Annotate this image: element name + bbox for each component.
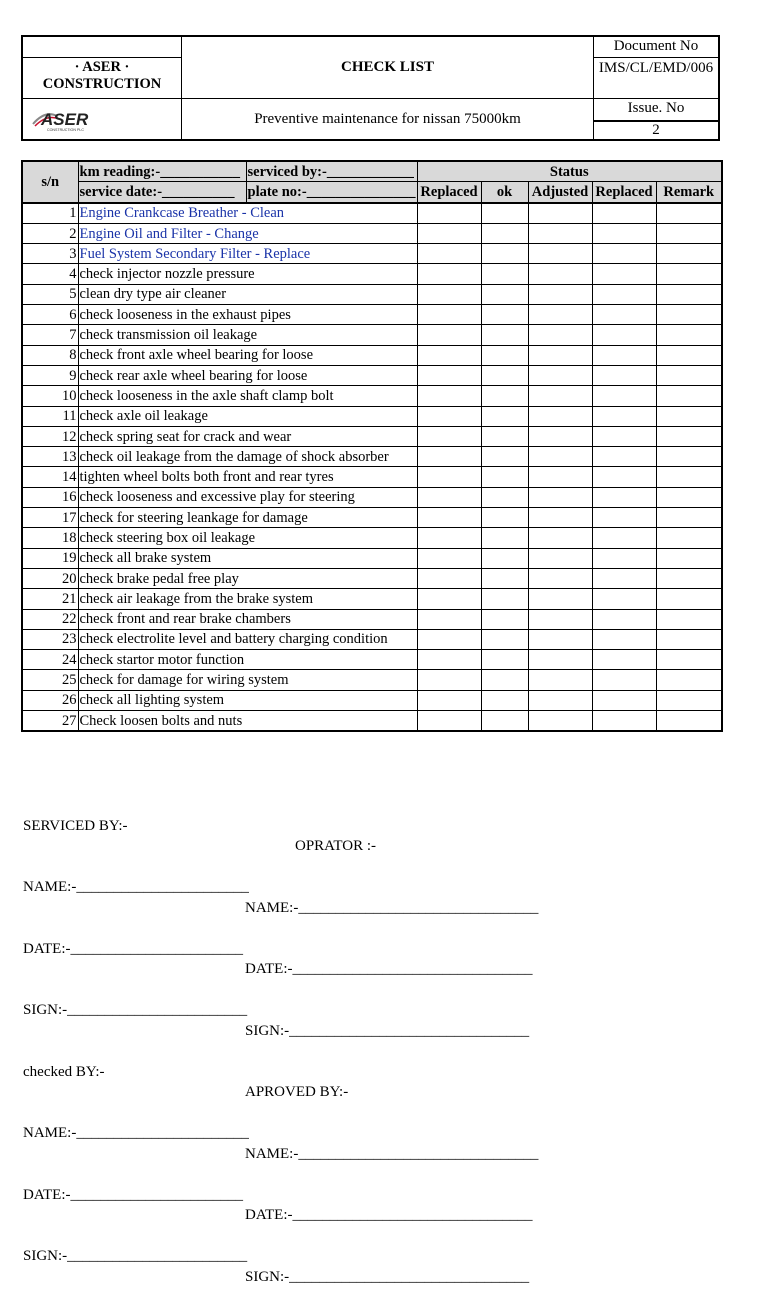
- status-remark-cell[interactable]: [656, 406, 722, 426]
- status-remark-cell[interactable]: [656, 325, 722, 345]
- status-ok-cell[interactable]: [481, 609, 528, 629]
- plate-no-field[interactable]: plate no:-_______________: [246, 182, 417, 203]
- status-replaced-cell[interactable]: [417, 325, 481, 345]
- status-replaced-cell[interactable]: [417, 406, 481, 426]
- status-remark-cell[interactable]: [656, 345, 722, 365]
- checklist-item: check looseness in the exhaust pipes: [78, 305, 417, 325]
- table-row: [22, 325, 722, 345]
- status-adjusted-cell[interactable]: [528, 386, 592, 406]
- table-row: [22, 365, 722, 385]
- table-row: [22, 305, 722, 325]
- checklist-item: check looseness in the axle shaft clamp bolt: [78, 386, 417, 406]
- status-remark-cell[interactable]: [656, 670, 722, 690]
- status-replaced-cell[interactable]: [417, 386, 481, 406]
- status-ok-cell[interactable]: [481, 487, 528, 507]
- row-number: 3: [22, 244, 78, 264]
- status-adjusted-cell[interactable]: [528, 244, 592, 264]
- checklist-item: check all brake system: [78, 548, 417, 568]
- status-adjusted-cell[interactable]: [528, 447, 592, 467]
- document-header: [21, 35, 720, 141]
- logo-text: ASER: [41, 110, 89, 129]
- row-number: 24: [22, 650, 78, 670]
- table-row: [22, 264, 722, 284]
- checklist-item: check air leakage from the brake system: [78, 589, 417, 609]
- checklist-item: check startor motor function: [78, 650, 417, 670]
- row-number: 4: [22, 264, 78, 284]
- status-adjusted-cell[interactable]: [528, 426, 592, 446]
- company-name: · ASER · CONSTRUCTION: [42, 59, 162, 92]
- status-col-replaced: Replaced: [417, 182, 481, 203]
- table-row: [22, 284, 722, 304]
- issue-no-value: 2: [652, 122, 660, 138]
- status-replaced-cell[interactable]: [417, 345, 481, 365]
- row-number: 10: [22, 386, 78, 406]
- row-number: 27: [22, 711, 78, 732]
- checklist-item: tighten wheel bolts both front and rear tyres: [78, 467, 417, 487]
- status-ok-cell[interactable]: [481, 386, 528, 406]
- status-replaced-cell[interactable]: [417, 690, 481, 710]
- operator-label: OPRATOR :-: [295, 838, 376, 854]
- status-replaced-2-cell[interactable]: [592, 650, 656, 670]
- table-row: [22, 345, 722, 365]
- date-field[interactable]: DATE:-________________________________: [245, 1207, 533, 1223]
- status-adjusted-cell[interactable]: [528, 223, 592, 243]
- sign-field[interactable]: SIGN:-________________________: [23, 1248, 248, 1264]
- status-replaced-cell[interactable]: [417, 426, 481, 446]
- status-adjusted-cell[interactable]: [528, 264, 592, 284]
- status-remark-cell[interactable]: [656, 386, 722, 406]
- row-number: 21: [22, 589, 78, 609]
- status-replaced-2-cell[interactable]: [592, 345, 656, 365]
- logo-mark-icon: [31, 106, 121, 134]
- status-adjusted-cell[interactable]: [528, 508, 592, 528]
- status-remark-cell[interactable]: [656, 467, 722, 487]
- status-remark-cell[interactable]: [656, 223, 722, 243]
- table-row: [22, 650, 722, 670]
- status-ok-cell[interactable]: [481, 244, 528, 264]
- status-remark-cell[interactable]: [656, 284, 722, 304]
- checklist-item: check axle oil leakage: [78, 406, 417, 426]
- checklist-item: check transmission oil leakage: [78, 325, 417, 345]
- status-replaced-2-cell[interactable]: [592, 508, 656, 528]
- table-row: [22, 589, 722, 609]
- sign-field[interactable]: SIGN:-________________________: [23, 1002, 248, 1018]
- status-replaced-2-cell[interactable]: [592, 365, 656, 385]
- status-replaced-cell[interactable]: [417, 711, 481, 732]
- date-field[interactable]: DATE:-_______________________: [23, 940, 243, 957]
- date-field[interactable]: DATE:-_______________________: [23, 1186, 243, 1203]
- status-replaced-2-cell[interactable]: [592, 223, 656, 243]
- km-reading-field[interactable]: km reading:-___________: [78, 161, 246, 182]
- table-row: [22, 447, 722, 467]
- status-replaced-2-cell[interactable]: [592, 711, 656, 732]
- checklist-item: Engine Oil and Filter - Change: [78, 223, 417, 243]
- status-col-adjusted: Adjusted: [528, 182, 592, 203]
- table-row: [22, 690, 722, 710]
- status-ok-cell[interactable]: [481, 305, 528, 325]
- status-replaced-cell[interactable]: [417, 548, 481, 568]
- company-logo: [31, 106, 121, 134]
- table-row: [22, 609, 722, 629]
- table-row: [22, 508, 722, 528]
- status-adjusted-cell[interactable]: [528, 325, 592, 345]
- status-replaced-cell[interactable]: [417, 203, 481, 224]
- row-number: 14: [22, 467, 78, 487]
- status-ok-cell[interactable]: [481, 711, 528, 732]
- status-replaced-2-cell[interactable]: [592, 305, 656, 325]
- page-title: CHECK LIST: [341, 59, 434, 75]
- row-number: 9: [22, 365, 78, 385]
- name-field[interactable]: NAME:-_______________________: [23, 1125, 249, 1141]
- status-replaced-cell[interactable]: [417, 508, 481, 528]
- status-remark-cell[interactable]: [656, 589, 722, 609]
- row-number: 23: [22, 629, 78, 649]
- status-ok-cell[interactable]: [481, 548, 528, 568]
- status-ok-cell[interactable]: [481, 406, 528, 426]
- checklist-item: Fuel System Secondary Filter - Replace: [78, 244, 417, 264]
- status-replaced-2-cell[interactable]: [592, 568, 656, 588]
- row-number: 2: [22, 223, 78, 243]
- status-ok-cell[interactable]: [481, 528, 528, 548]
- row-number: 13: [22, 447, 78, 467]
- checklist-item: check looseness and excessive play for steering: [78, 487, 417, 507]
- status-remark-cell[interactable]: [656, 487, 722, 507]
- status-replaced-2-cell[interactable]: [592, 264, 656, 284]
- checklist-item: Engine Crankcase Breather - Clean: [78, 203, 417, 224]
- status-replaced-2-cell[interactable]: [592, 589, 656, 609]
- table-row: [22, 386, 722, 406]
- table-row: [22, 528, 722, 548]
- row-number: 17: [22, 508, 78, 528]
- row-number: 18: [22, 528, 78, 548]
- checklist-item: clean dry type air cleaner: [78, 284, 417, 304]
- checklist-table: [21, 160, 723, 732]
- status-adjusted-cell[interactable]: [528, 589, 592, 609]
- status-replaced-2-cell[interactable]: [592, 203, 656, 224]
- checklist-item: check rear axle wheel bearing for loose: [78, 365, 417, 385]
- checklist-item: check all lighting system: [78, 690, 417, 710]
- table-row: [22, 426, 722, 446]
- status-adjusted-cell[interactable]: [528, 203, 592, 224]
- page-subtitle: Preventive maintenance for nissan 75000km: [254, 111, 521, 127]
- row-number: 25: [22, 670, 78, 690]
- issue-no-label: Issue. No: [627, 100, 685, 116]
- status-replaced-2-cell[interactable]: [592, 487, 656, 507]
- table-row: [22, 711, 722, 732]
- row-number: 22: [22, 609, 78, 629]
- row-number: 26: [22, 690, 78, 710]
- status-adjusted-cell[interactable]: [528, 528, 592, 548]
- table-row: [22, 629, 722, 649]
- status-replaced-cell[interactable]: [417, 629, 481, 649]
- status-replaced-cell[interactable]: [417, 223, 481, 243]
- table-header-row: [22, 182, 722, 203]
- table-row: [22, 223, 722, 243]
- status-replaced-2-cell[interactable]: [592, 386, 656, 406]
- status-replaced-cell[interactable]: [417, 244, 481, 264]
- status-adjusted-cell[interactable]: [528, 711, 592, 732]
- status-replaced-2-cell[interactable]: [592, 548, 656, 568]
- status-adjusted-cell[interactable]: [528, 467, 592, 487]
- checklist-item: check electrolite level and battery charging condition: [78, 629, 417, 649]
- status-replaced-cell[interactable]: [417, 264, 481, 284]
- checklist-item: check oil leakage from the damage of shock absorber: [78, 447, 417, 467]
- status-col-ok: ok: [481, 182, 528, 203]
- checked-by-label: checked BY:-: [23, 1063, 105, 1080]
- document-no-label: Document No: [613, 38, 699, 54]
- status-header: Status: [417, 161, 722, 182]
- status-replaced-2-cell[interactable]: [592, 670, 656, 690]
- row-number: 1: [22, 203, 78, 224]
- status-replaced-2-cell[interactable]: [592, 629, 656, 649]
- status-adjusted-cell[interactable]: [528, 650, 592, 670]
- status-replaced-cell[interactable]: [417, 305, 481, 325]
- status-ok-cell[interactable]: [481, 568, 528, 588]
- status-ok-cell[interactable]: [481, 629, 528, 649]
- status-adjusted-cell[interactable]: [528, 670, 592, 690]
- status-replaced-2-cell[interactable]: [592, 447, 656, 467]
- status-replaced-2-cell[interactable]: [592, 325, 656, 345]
- sign-field[interactable]: SIGN:-________________________________: [245, 1268, 530, 1285]
- status-ok-cell[interactable]: [481, 264, 528, 284]
- status-ok-cell[interactable]: [481, 508, 528, 528]
- status-ok-cell[interactable]: [481, 426, 528, 446]
- table-row: [22, 406, 722, 426]
- checklist-item: check spring seat for crack and wear: [78, 426, 417, 446]
- table-row: [22, 467, 722, 487]
- status-remark-cell[interactable]: [656, 447, 722, 467]
- serviced-by-label: SERVICED BY:-: [23, 817, 128, 834]
- status-remark-cell[interactable]: [656, 203, 722, 224]
- table-row: [22, 670, 722, 690]
- status-ok-cell[interactable]: [481, 690, 528, 710]
- status-ok-cell[interactable]: [481, 447, 528, 467]
- table-row: [22, 244, 722, 264]
- status-ok-cell[interactable]: [481, 365, 528, 385]
- status-replaced-2-cell[interactable]: [592, 426, 656, 446]
- row-number: 8: [22, 345, 78, 365]
- status-replaced-2-cell[interactable]: [592, 284, 656, 304]
- status-replaced-2-cell[interactable]: [592, 528, 656, 548]
- status-replaced-cell[interactable]: [417, 609, 481, 629]
- table-header-row: [22, 161, 722, 182]
- status-ok-cell[interactable]: [481, 284, 528, 304]
- status-replaced-2-cell[interactable]: [592, 609, 656, 629]
- table-row: [22, 568, 722, 588]
- checklist-item: check injector nozzle pressure: [78, 264, 417, 284]
- status-col-replaced-2: Replaced: [592, 182, 656, 203]
- table-row: [22, 548, 722, 568]
- checklist-item: check for steering leankage for damage: [78, 508, 417, 528]
- status-col-remark: Remark: [656, 182, 722, 203]
- approved-by-label: APROVED BY:-: [245, 1084, 349, 1100]
- status-adjusted-cell[interactable]: [528, 629, 592, 649]
- status-replaced-cell[interactable]: [417, 365, 481, 385]
- status-replaced-cell[interactable]: [417, 528, 481, 548]
- status-replaced-cell[interactable]: [417, 650, 481, 670]
- status-replaced-cell[interactable]: [417, 284, 481, 304]
- checklist-body: [22, 203, 722, 732]
- checklist-item: Check loosen bolts and nuts: [78, 711, 417, 732]
- sn-header: s/n: [22, 161, 78, 203]
- status-remark-cell[interactable]: [656, 264, 722, 284]
- status-ok-cell[interactable]: [481, 650, 528, 670]
- serviced-by-field[interactable]: serviced by:-____________: [246, 161, 417, 182]
- status-replaced-cell[interactable]: [417, 589, 481, 609]
- status-remark-cell[interactable]: [656, 629, 722, 649]
- service-date-field[interactable]: service date:-__________: [78, 182, 246, 203]
- status-remark-cell[interactable]: [656, 426, 722, 446]
- signature-section: [23, 754, 539, 1285]
- status-remark-cell[interactable]: [656, 548, 722, 568]
- status-adjusted-cell[interactable]: [528, 305, 592, 325]
- status-ok-cell[interactable]: [481, 345, 528, 365]
- date-field[interactable]: DATE:-________________________________: [245, 961, 533, 977]
- status-remark-cell[interactable]: [656, 609, 722, 629]
- status-replaced-cell[interactable]: [417, 447, 481, 467]
- checklist-item: check front and rear brake chambers: [78, 609, 417, 629]
- status-adjusted-cell[interactable]: [528, 284, 592, 304]
- name-field[interactable]: NAME:-________________________________: [245, 1145, 539, 1162]
- status-adjusted-cell[interactable]: [528, 690, 592, 710]
- status-remark-cell[interactable]: [656, 690, 722, 710]
- status-ok-cell[interactable]: [481, 223, 528, 243]
- status-ok-cell[interactable]: [481, 325, 528, 345]
- status-remark-cell[interactable]: [656, 650, 722, 670]
- table-row: [22, 487, 722, 507]
- status-adjusted-cell[interactable]: [528, 365, 592, 385]
- checklist-item: check brake pedal free play: [78, 568, 417, 588]
- status-adjusted-cell[interactable]: [528, 345, 592, 365]
- row-number: 11: [22, 406, 78, 426]
- status-replaced-cell[interactable]: [417, 467, 481, 487]
- status-remark-cell[interactable]: [656, 305, 722, 325]
- status-replaced-2-cell[interactable]: [592, 467, 656, 487]
- status-remark-cell[interactable]: [656, 568, 722, 588]
- status-replaced-2-cell[interactable]: [592, 406, 656, 426]
- status-adjusted-cell[interactable]: [528, 406, 592, 426]
- name-field[interactable]: NAME:-________________________________: [245, 899, 539, 916]
- status-adjusted-cell[interactable]: [528, 568, 592, 588]
- status-remark-cell[interactable]: [656, 711, 722, 732]
- status-ok-cell[interactable]: [481, 467, 528, 487]
- status-remark-cell[interactable]: [656, 365, 722, 385]
- row-number: 5: [22, 284, 78, 304]
- header-divider: [593, 57, 718, 58]
- sign-field[interactable]: SIGN:-________________________________: [245, 1022, 530, 1039]
- logo-subtext: CONSTRUCTION PLC: [47, 128, 84, 132]
- status-remark-cell[interactable]: [656, 244, 722, 264]
- status-replaced-cell[interactable]: [417, 568, 481, 588]
- status-ok-cell[interactable]: [481, 203, 528, 224]
- row-number: 19: [22, 548, 78, 568]
- row-number: 16: [22, 487, 78, 507]
- checklist-item: check for damage for wiring system: [78, 670, 417, 690]
- status-remark-cell[interactable]: [656, 508, 722, 528]
- status-replaced-2-cell[interactable]: [592, 244, 656, 264]
- status-adjusted-cell[interactable]: [528, 548, 592, 568]
- checklist-item: check front axle wheel bearing for loose: [78, 345, 417, 365]
- document-no-value: IMS/CL/EMD/006: [598, 60, 714, 76]
- checklist-item: check steering box oil leakage: [78, 528, 417, 548]
- row-number: 6: [22, 305, 78, 325]
- status-ok-cell[interactable]: [481, 589, 528, 609]
- row-number: 12: [22, 426, 78, 446]
- header-divider: [23, 57, 181, 58]
- table-row: [22, 203, 722, 224]
- status-remark-cell[interactable]: [656, 528, 722, 548]
- status-adjusted-cell[interactable]: [528, 487, 592, 507]
- row-number: 7: [22, 325, 78, 345]
- status-replaced-cell[interactable]: [417, 487, 481, 507]
- status-ok-cell[interactable]: [481, 670, 528, 690]
- header-divider: [23, 98, 718, 99]
- status-adjusted-cell[interactable]: [528, 609, 592, 629]
- row-number: 20: [22, 568, 78, 588]
- status-replaced-cell[interactable]: [417, 670, 481, 690]
- name-field[interactable]: NAME:-_______________________: [23, 879, 249, 895]
- status-replaced-2-cell[interactable]: [592, 690, 656, 710]
